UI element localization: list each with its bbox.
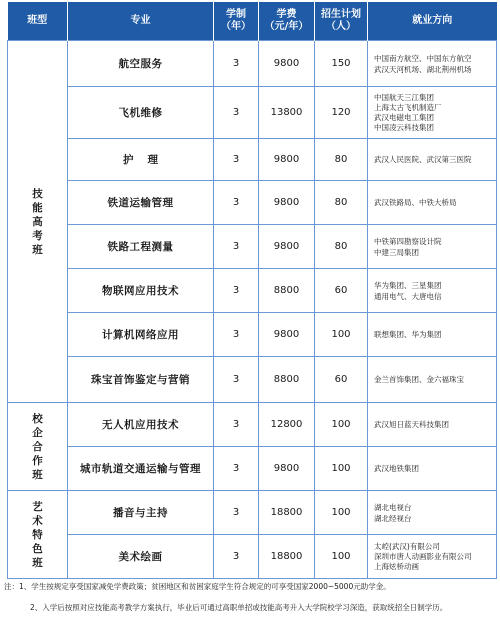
table-row [8,403,497,447]
table-row [8,269,497,313]
plan-cell: 100 [315,447,368,491]
header-tuition: 学费 （元/年） [259,2,315,41]
direction-cell: 武汉铁路局、中铁大桥局 [368,181,497,225]
major-cell: 飞机维修 [68,87,214,139]
group-skill: 技能高考班 [8,41,68,403]
direction-cell: 金兰首饰集团、金六福珠宝 [368,357,497,403]
group-art: 艺术特色班 [8,491,68,579]
plan-cell: 100 [315,313,368,357]
years-cell: 3 [214,225,259,269]
plan-cell: 120 [315,87,368,139]
direction-cell: 中铁第四勘察设计院 中建三局集团 [368,225,497,269]
major-cell: 无人机应用技术 [68,403,214,447]
header-class-type: 班型 [8,2,68,41]
table-row [8,491,497,535]
header-plan: 招生计划 （人） [315,2,368,41]
direction-cell: 中国航天三江集团 上海太古飞机制造厂 武汉电磁电工集团 中国凌云科技集团 [368,87,497,139]
fee-cell: 18800 [259,535,315,579]
major-cell: 物联网应用技术 [68,269,214,313]
table-row [8,447,497,491]
plan-cell: 80 [315,139,368,181]
fee-cell: 13800 [259,87,315,139]
major-cell: 城市轨道交通运输与管理 [68,447,214,491]
years-cell: 3 [214,313,259,357]
plan-cell: 100 [315,403,368,447]
table-row [8,357,497,403]
footnote-2: 2、入学后按照对应技能高考教学方案执行，毕业后可通过高职单招或技能高考升入大学院校学习深造，获取统招全日制学历。 [30,603,448,612]
plan-cell: 100 [315,491,368,535]
fee-cell: 9800 [259,181,315,225]
header-direction: 就业方向 [368,2,497,41]
table-row [8,139,497,181]
major-cell: 铁路工程测量 [68,225,214,269]
major-cell: 护理 [68,139,214,181]
major-cell: 铁道运输管理 [68,181,214,225]
major-cell: 播音与主持 [68,491,214,535]
years-cell: 3 [214,87,259,139]
years-cell: 3 [214,447,259,491]
fee-cell: 18800 [259,491,315,535]
years-cell: 3 [214,491,259,535]
direction-cell: 联想集团、华为集团 [368,313,497,357]
footnotes [4,581,498,613]
major-cell: 美术绘画 [68,535,214,579]
header-major: 专业 [68,2,214,41]
footnote-1: 注：1、学生按规定享受国家减免学费政策；贫困地区和贫困家庭学生符合规定的可享受国家2000~5000元助学金。 [4,582,391,591]
direction-cell: 武汉地铁集团 [368,447,497,491]
plan-cell: 150 [315,41,368,87]
years-cell: 3 [214,181,259,225]
direction-cell: 太崆(武汉)有限公司 深圳市唐人动画影业有限公司 上海炫桥动画 [368,535,497,579]
table-row [8,225,497,269]
years-cell: 3 [214,357,259,403]
table-row [8,41,497,87]
fee-cell: 9800 [259,313,315,357]
group-school: 校企合作班 [8,403,68,491]
major-cell: 计算机网络应用 [68,313,214,357]
table-header-row [8,2,497,41]
years-cell: 3 [214,139,259,181]
fee-cell: 12800 [259,403,315,447]
direction-cell: 武汉人民医院、武汉第三医院 [368,139,497,181]
plan-cell: 60 [315,357,368,403]
fee-cell: 9800 [259,41,315,87]
table-row [8,313,497,357]
fee-cell: 8800 [259,357,315,403]
major-cell: 航空服务 [68,41,214,87]
direction-cell: 中国南方航空、中国东方航空 武汉天河机场、湖北荆州机场 [368,41,497,87]
major-cell: 珠宝首饰鉴定与营销 [68,357,214,403]
plan-cell: 100 [315,535,368,579]
table-row [8,181,497,225]
direction-cell: 武汉旭日蓝天科技集团 [368,403,497,447]
years-cell: 3 [214,41,259,87]
table-row [8,535,497,579]
plan-cell: 80 [315,225,368,269]
table-row [8,87,497,139]
enrollment-table [7,2,496,579]
plan-cell: 60 [315,269,368,313]
plan-cell: 80 [315,181,368,225]
years-cell: 3 [214,269,259,313]
direction-cell: 华为集团、三星集团 通用电气、大唐电信 [368,269,497,313]
fee-cell: 9800 [259,139,315,181]
years-cell: 3 [214,403,259,447]
years-cell: 3 [214,535,259,579]
fee-cell: 9800 [259,225,315,269]
header-duration: 学制 （年） [214,2,259,41]
fee-cell: 8800 [259,269,315,313]
fee-cell: 9800 [259,447,315,491]
direction-cell: 湖北电视台 湖北经视台 [368,491,497,535]
